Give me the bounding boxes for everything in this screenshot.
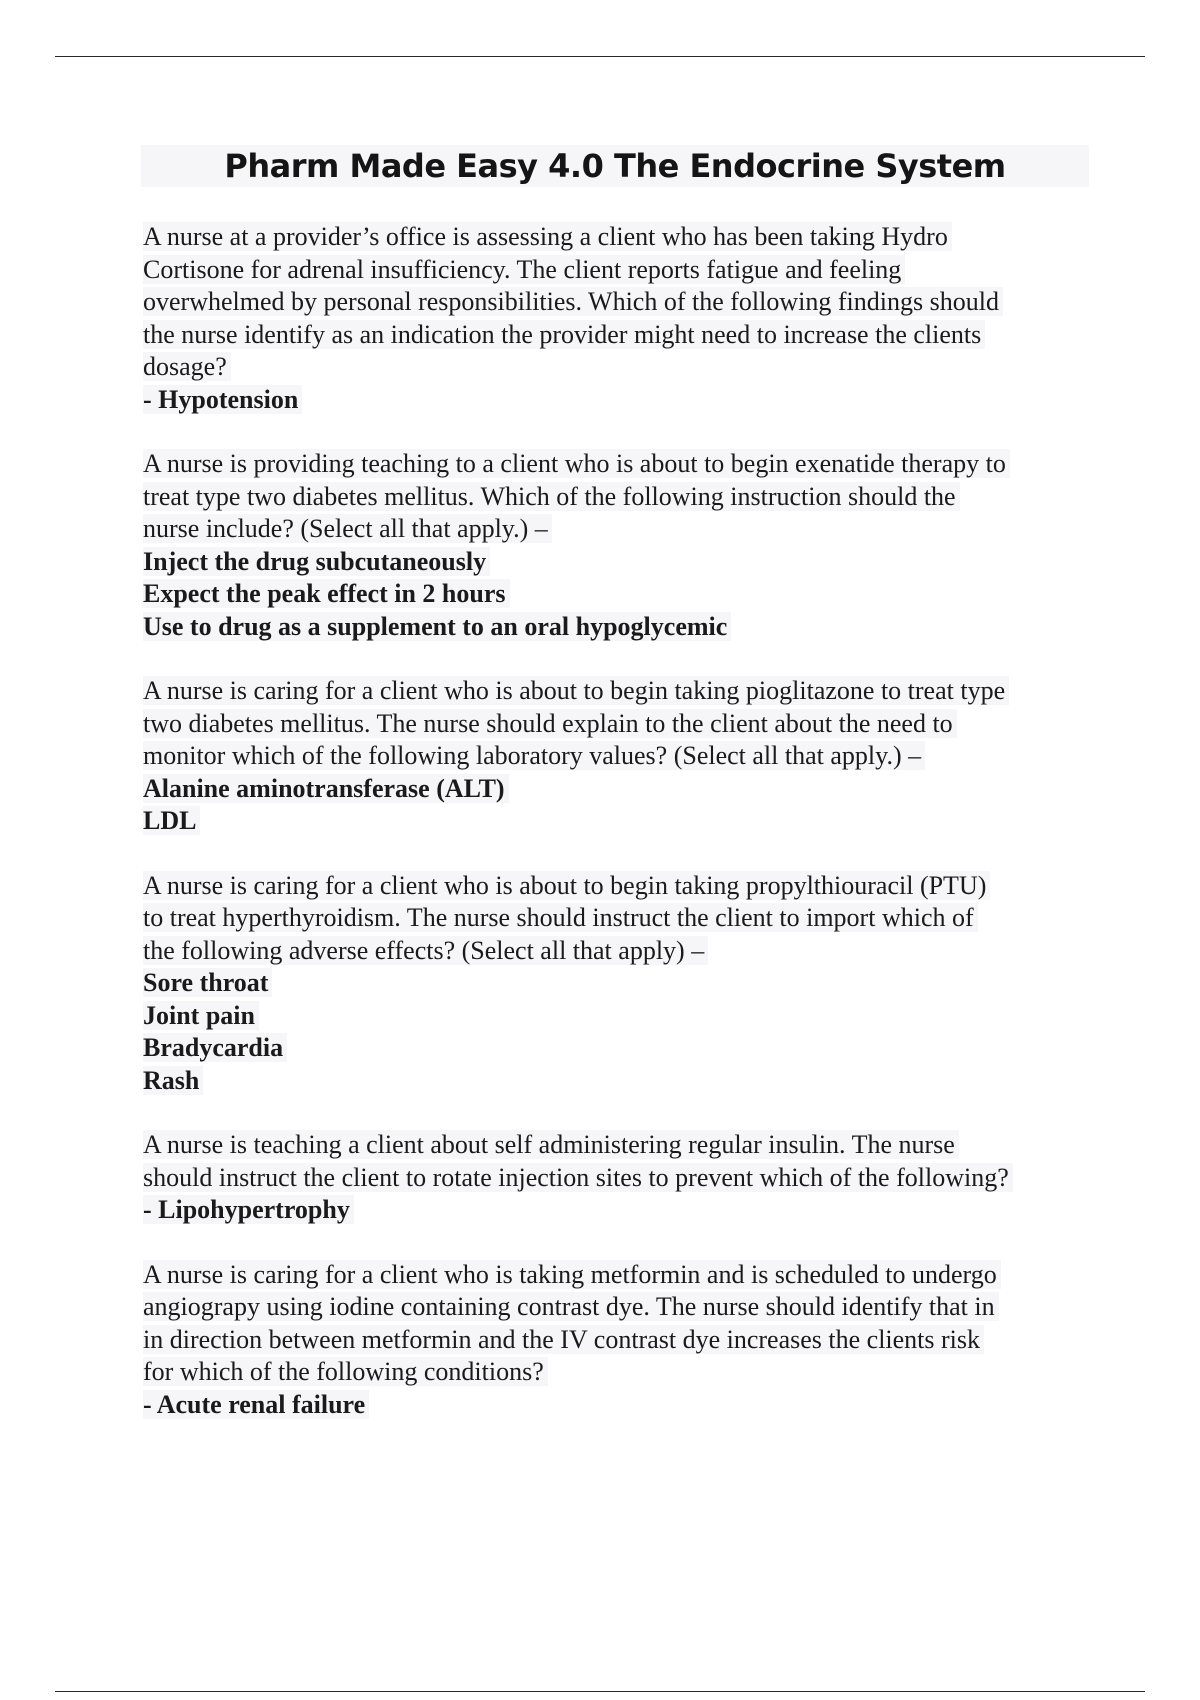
qa-item: [143, 870, 1091, 1098]
question-line: two diabetes mellitus. The nurse should explain to the client about the need to: [143, 708, 1091, 741]
question-line: the following adverse effects? (Select all that apply) –: [143, 935, 1091, 968]
answer-line: - Lipohypertrophy: [143, 1194, 1091, 1227]
answer-line: Alanine aminotransferase (ALT): [143, 773, 1091, 806]
answer-line: - Acute renal failure: [143, 1389, 1091, 1422]
question-line: in direction between metformin and the IV contrast dye increases the clients risk: [143, 1324, 1091, 1357]
qa-item: [143, 1129, 1091, 1227]
answer-line: Bradycardia: [143, 1032, 1091, 1065]
question-line: A nurse at a provider’s office is assessing a client who has been taking Hydro: [143, 221, 1091, 254]
question-line: angiograpy using iodine containing contrast dye. The nurse should identify that in: [143, 1291, 1091, 1324]
question-line: nurse include? (Select all that apply.) –: [143, 513, 1091, 546]
question-line: overwhelmed by personal responsibilities. Which of the following findings should: [143, 286, 1091, 319]
question-line: A nurse is caring for a client who is about to begin taking propylthiouracil (PTU): [143, 870, 1091, 903]
qa-item: [143, 1259, 1091, 1422]
top-rule: [55, 56, 1145, 57]
document-body: [143, 145, 1091, 1421]
bottom-rule: [55, 1691, 1145, 1692]
question-line: treat type two diabetes mellitus. Which of the following instruction should the: [143, 481, 1091, 514]
question-line: to treat hyperthyroidism. The nurse should instruct the client to import which of: [143, 902, 1091, 935]
question-line: A nurse is caring for a client who is about to begin taking pioglitazone to treat type: [143, 675, 1091, 708]
answer-line: - Hypotension: [143, 384, 1091, 417]
question-line: A nurse is teaching a client about self administering regular insulin. The nurse: [143, 1129, 1091, 1162]
answer-line: Expect the peak effect in 2 hours: [143, 578, 1091, 611]
answer-line: Rash: [143, 1065, 1091, 1098]
question-line: the nurse identify as an indication the provider might need to increase the clients: [143, 319, 1091, 352]
question-line: Cortisone for adrenal insufficiency. The client reports fatigue and feeling: [143, 254, 1091, 287]
answer-line: Sore throat: [143, 967, 1091, 1000]
question-line: should instruct the client to rotate injection sites to prevent which of the following?: [143, 1162, 1091, 1195]
question-line: monitor which of the following laboratory values? (Select all that apply.) –: [143, 740, 1091, 773]
question-line: for which of the following conditions?: [143, 1356, 1091, 1389]
question-line: dosage?: [143, 351, 1091, 384]
question-line: A nurse is caring for a client who is taking metformin and is scheduled to undergo: [143, 1259, 1091, 1292]
qa-item: [143, 448, 1091, 643]
question-line: A nurse is providing teaching to a client who is about to begin exenatide therapy to: [143, 448, 1091, 481]
answer-line: LDL: [143, 805, 1091, 838]
answer-line: Use to drug as a supplement to an oral hypoglycemic: [143, 611, 1091, 644]
page-title: Pharm Made Easy 4.0 The Endocrine System: [141, 145, 1089, 187]
qa-item: [143, 221, 1091, 416]
qa-item: [143, 675, 1091, 838]
answer-line: Joint pain: [143, 1000, 1091, 1033]
answer-line: Inject the drug subcutaneously: [143, 546, 1091, 579]
